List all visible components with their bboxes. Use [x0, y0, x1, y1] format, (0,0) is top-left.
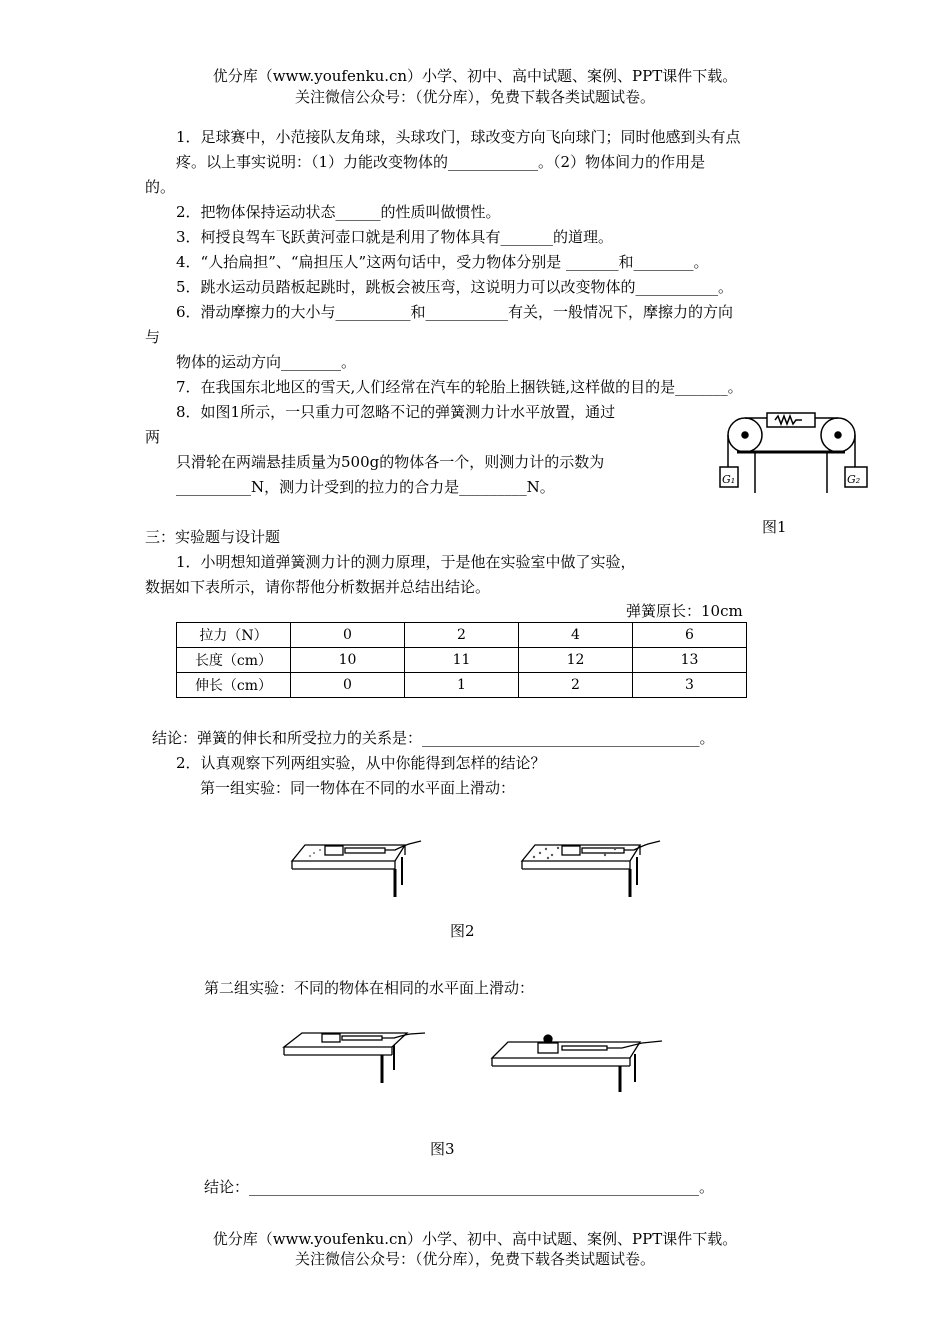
- figure-3-right-table-experiment: [490, 1030, 665, 1095]
- q7: 7．在我国东北地区的雪天,人们经常在汽车的轮胎上捆铁链,这样做的目的是_______。: [176, 378, 743, 396]
- spring-data-table: [176, 622, 747, 698]
- g1-label: G₁: [722, 473, 736, 486]
- q1-line-2: 疼。以上事实说明：（1）力能改变物体的____________。（2）物体间力的作用是: [176, 153, 706, 171]
- figure-3-caption: 图3: [430, 1140, 455, 1158]
- table-row: [177, 623, 747, 648]
- table-cell: 10: [291, 648, 405, 673]
- section-3-p1-line-2: 数据如下表所示，请你帮他分析数据并总结出结论。: [145, 578, 491, 596]
- q1-line-1: 1．足球赛中，小范接队友角球，头球攻门，球改变方向飞向球门；同时他感到头有点: [176, 128, 741, 146]
- header-line-1: 优分库（www.youfenku.cn）小学、初中、高中试题、案例、PPT课件下载。: [212, 67, 738, 85]
- q2: 2．把物体保持运动状态______的性质叫做惯性。: [176, 203, 501, 221]
- table-row: [177, 648, 747, 673]
- figure-2-left-table-experiment: [290, 835, 425, 900]
- table-cell: 12: [519, 648, 633, 673]
- table-cell: 2: [519, 673, 633, 698]
- q5: 5．跳水运动员踏板起跳时，跳板会被压弯，这说明力可以改变物体的___________。: [176, 278, 734, 296]
- header-line-2: 关注微信公众号：（优分库），免费下载各类试题试卷。: [294, 88, 655, 106]
- p2-line-1: 2．认真观察下列两组实验，从中你能得到怎样的结论？: [176, 754, 546, 772]
- q3: 3．柯授良驾车飞跃黄河壶口就是利用了物体具有_______的道理。: [176, 228, 614, 246]
- table-cell: 长度（cm）: [177, 648, 291, 673]
- group-1-title: 第一组实验：同一物体在不同的水平面上滑动：: [200, 779, 516, 797]
- figure-2-caption: 图2: [450, 922, 475, 940]
- table-cell: 拉力（N）: [177, 623, 291, 648]
- figure-3-left-table-experiment: [282, 1025, 427, 1085]
- table-cell: 4: [519, 623, 633, 648]
- table-cell: 6: [633, 623, 747, 648]
- figure-2-right-table-experiment: [520, 835, 660, 900]
- footer-line-2: 关注微信公众号：（优分库），免费下载各类试题试卷。: [294, 1250, 655, 1268]
- group-2-title: 第二组实验：不同的物体在相同的水平面上滑动：: [204, 979, 535, 997]
- spring-original-length: 弹簧原长：10cm: [626, 602, 743, 620]
- table-cell: 11: [405, 648, 519, 673]
- q6-line-3: 物体的运动方向________。: [176, 353, 357, 371]
- table-cell: 0: [291, 673, 405, 698]
- q8-line-4: __________N，测力计受到的拉力的合力是_________N。: [176, 478, 555, 496]
- q8-line-3: 只滑轮在两端悬挂质量为500g的物体各一个，则测力计的示数为: [176, 453, 605, 471]
- figure-1-pulley-diagram: [715, 405, 865, 500]
- footer-line-1: 优分库（www.youfenku.cn）小学、初中、高中试题、案例、PPT课件下载。: [212, 1230, 738, 1248]
- q6-line-2: 与: [145, 328, 161, 346]
- conclusion-1: 结论：弹簧的伸长和所受拉力的关系是：_____________________________________。: [152, 729, 715, 747]
- figure-1-caption: 图1: [762, 518, 787, 536]
- q4: 4．“人抬扁担”、“扁担压人”这两句话中，受力物体分别是 _______和________。: [176, 253, 709, 271]
- q6-line-1: 6．滑动摩擦力的大小与__________和___________有关，一般情况下，摩擦力的方向: [176, 303, 734, 321]
- table-row: [177, 673, 747, 698]
- table-cell: 2: [405, 623, 519, 648]
- table-cell: 0: [291, 623, 405, 648]
- section-3-title: 三：实验题与设计题: [145, 528, 281, 546]
- table-cell: 13: [633, 648, 747, 673]
- section-3-p1-line-1: 1．小明想知道弹簧测力计的测力原理，于是他在实验室中做了实验，: [176, 553, 636, 571]
- table-cell: 3: [633, 673, 747, 698]
- conclusion-2: 结论：____________________________________________________________。: [204, 1178, 715, 1196]
- q1-line-3: 的。: [145, 178, 176, 196]
- table-cell: 1: [405, 673, 519, 698]
- q8-line-2: 两: [145, 428, 161, 446]
- g2-label: G₂: [847, 473, 861, 486]
- q8-line-1: 8．如图1所示，一只重力可忽略不记的弹簧测力计水平放置，通过: [176, 403, 616, 421]
- table-cell: 伸长（cm）: [177, 673, 291, 698]
